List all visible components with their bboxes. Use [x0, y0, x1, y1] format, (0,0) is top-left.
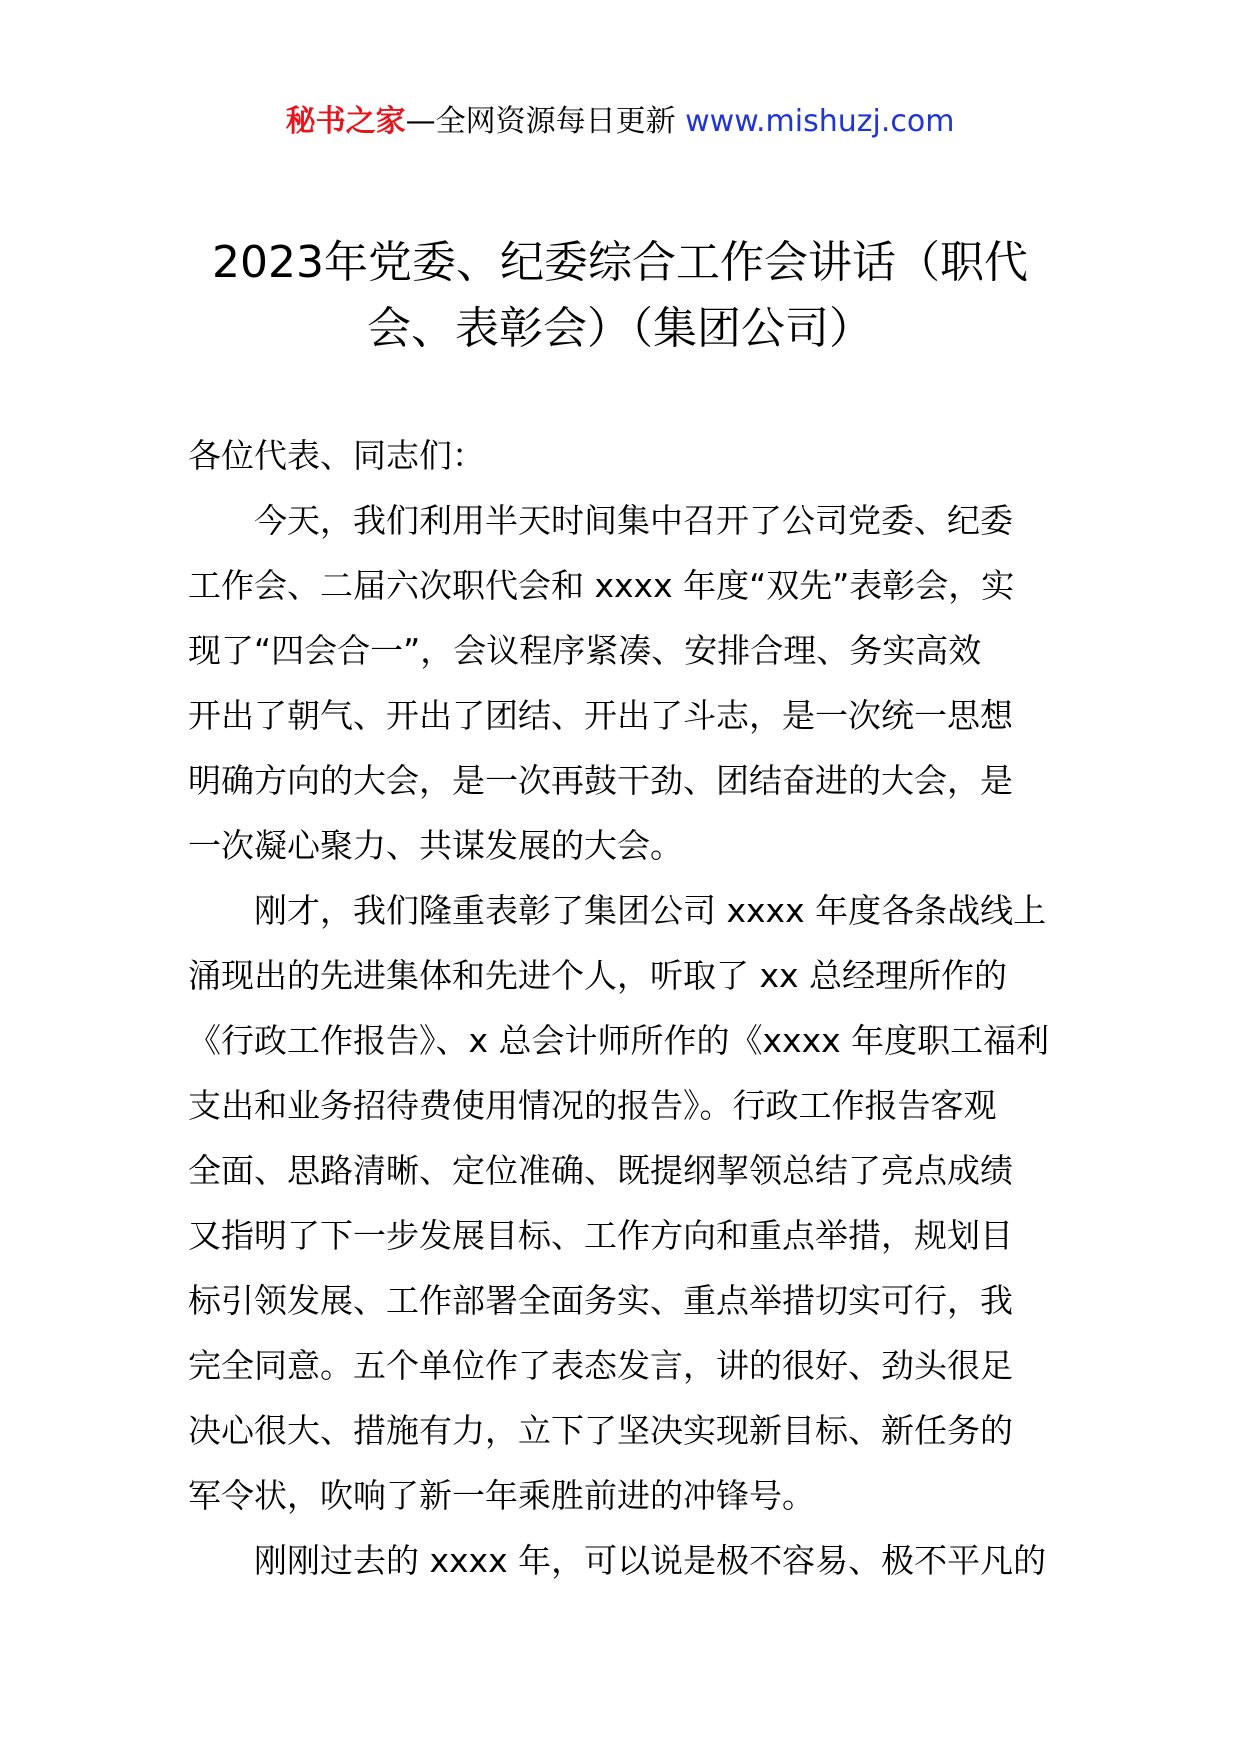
- paragraph-line: 又指明了下一步发展目标、工作方向和重点举措，规划目: [188, 1216, 1013, 1255]
- header-url-link[interactable]: www.mishuzj.com: [685, 104, 955, 139]
- paragraph-line: 全面、思路清晰、定位准确、既提纲挈领总结了亮点成绩: [188, 1151, 1013, 1190]
- paragraph-line: 刚才，我们隆重表彰了集团公司 xxxx 年度各条战线上: [254, 891, 1047, 930]
- paragraph-line: 一次凝心聚力、共谋发展的大会。: [188, 826, 683, 865]
- paragraph-line: 涌现出的先进集体和先进个人，听取了 xx 总经理所作的: [188, 956, 1008, 995]
- paragraph-line: 开出了朝气、开出了团结、开出了斗志，是一次统一思想: [188, 696, 1013, 735]
- paragraph-line: 决心很大、措施有力，立下了坚决实现新目标、新任务的: [188, 1411, 1013, 1450]
- paragraph-line: 完全同意。五个单位作了表态发言，讲的很好、劲头很足: [188, 1346, 1013, 1385]
- brand-name: 秘书之家: [285, 104, 406, 139]
- paragraph-line: 《行政工作报告》、x 总会计师所作的《xxxx 年度职工福利: [188, 1021, 1050, 1060]
- title-line: 会、表彰会）（集团公司）: [367, 303, 873, 354]
- site-header: [0, 102, 1240, 142]
- header-slogan: —全网资源每日更新: [405, 104, 676, 139]
- paragraph-line: 刚刚过去的 xxxx 年，可以说是极不容易、极不平凡的: [254, 1541, 1047, 1580]
- paragraph-line: 标引领发展、工作部署全面务实、重点举措切实可行，我: [188, 1281, 1013, 1320]
- paragraph-line: 明确方向的大会，是一次再鼓干劲、团结奋进的大会，是: [188, 761, 1013, 800]
- document-body: [188, 423, 1068, 1593]
- paragraph-line: 现了“四会合一”，会议程序紧凑、安排合理、务实高效: [188, 631, 982, 670]
- paragraph-line: 今天，我们利用半天时间集中召开了公司党委、纪委: [254, 501, 1013, 540]
- paragraph-line: 支出和业务招待费使用情况的报告》。行政工作报告客观: [188, 1086, 997, 1125]
- salutation: 各位代表、同志们：: [188, 436, 485, 475]
- document-title: [180, 230, 1060, 362]
- title-line: 2023年党委、纪委综合工作会讲话（职代: [212, 237, 1028, 288]
- paragraph-line: 军令状，吹响了新一年乘胜前进的冲锋号。: [188, 1476, 815, 1515]
- paragraph-line: 工作会、二届六次职代会和 xxxx 年度“双先”表彰会，实: [188, 566, 1015, 605]
